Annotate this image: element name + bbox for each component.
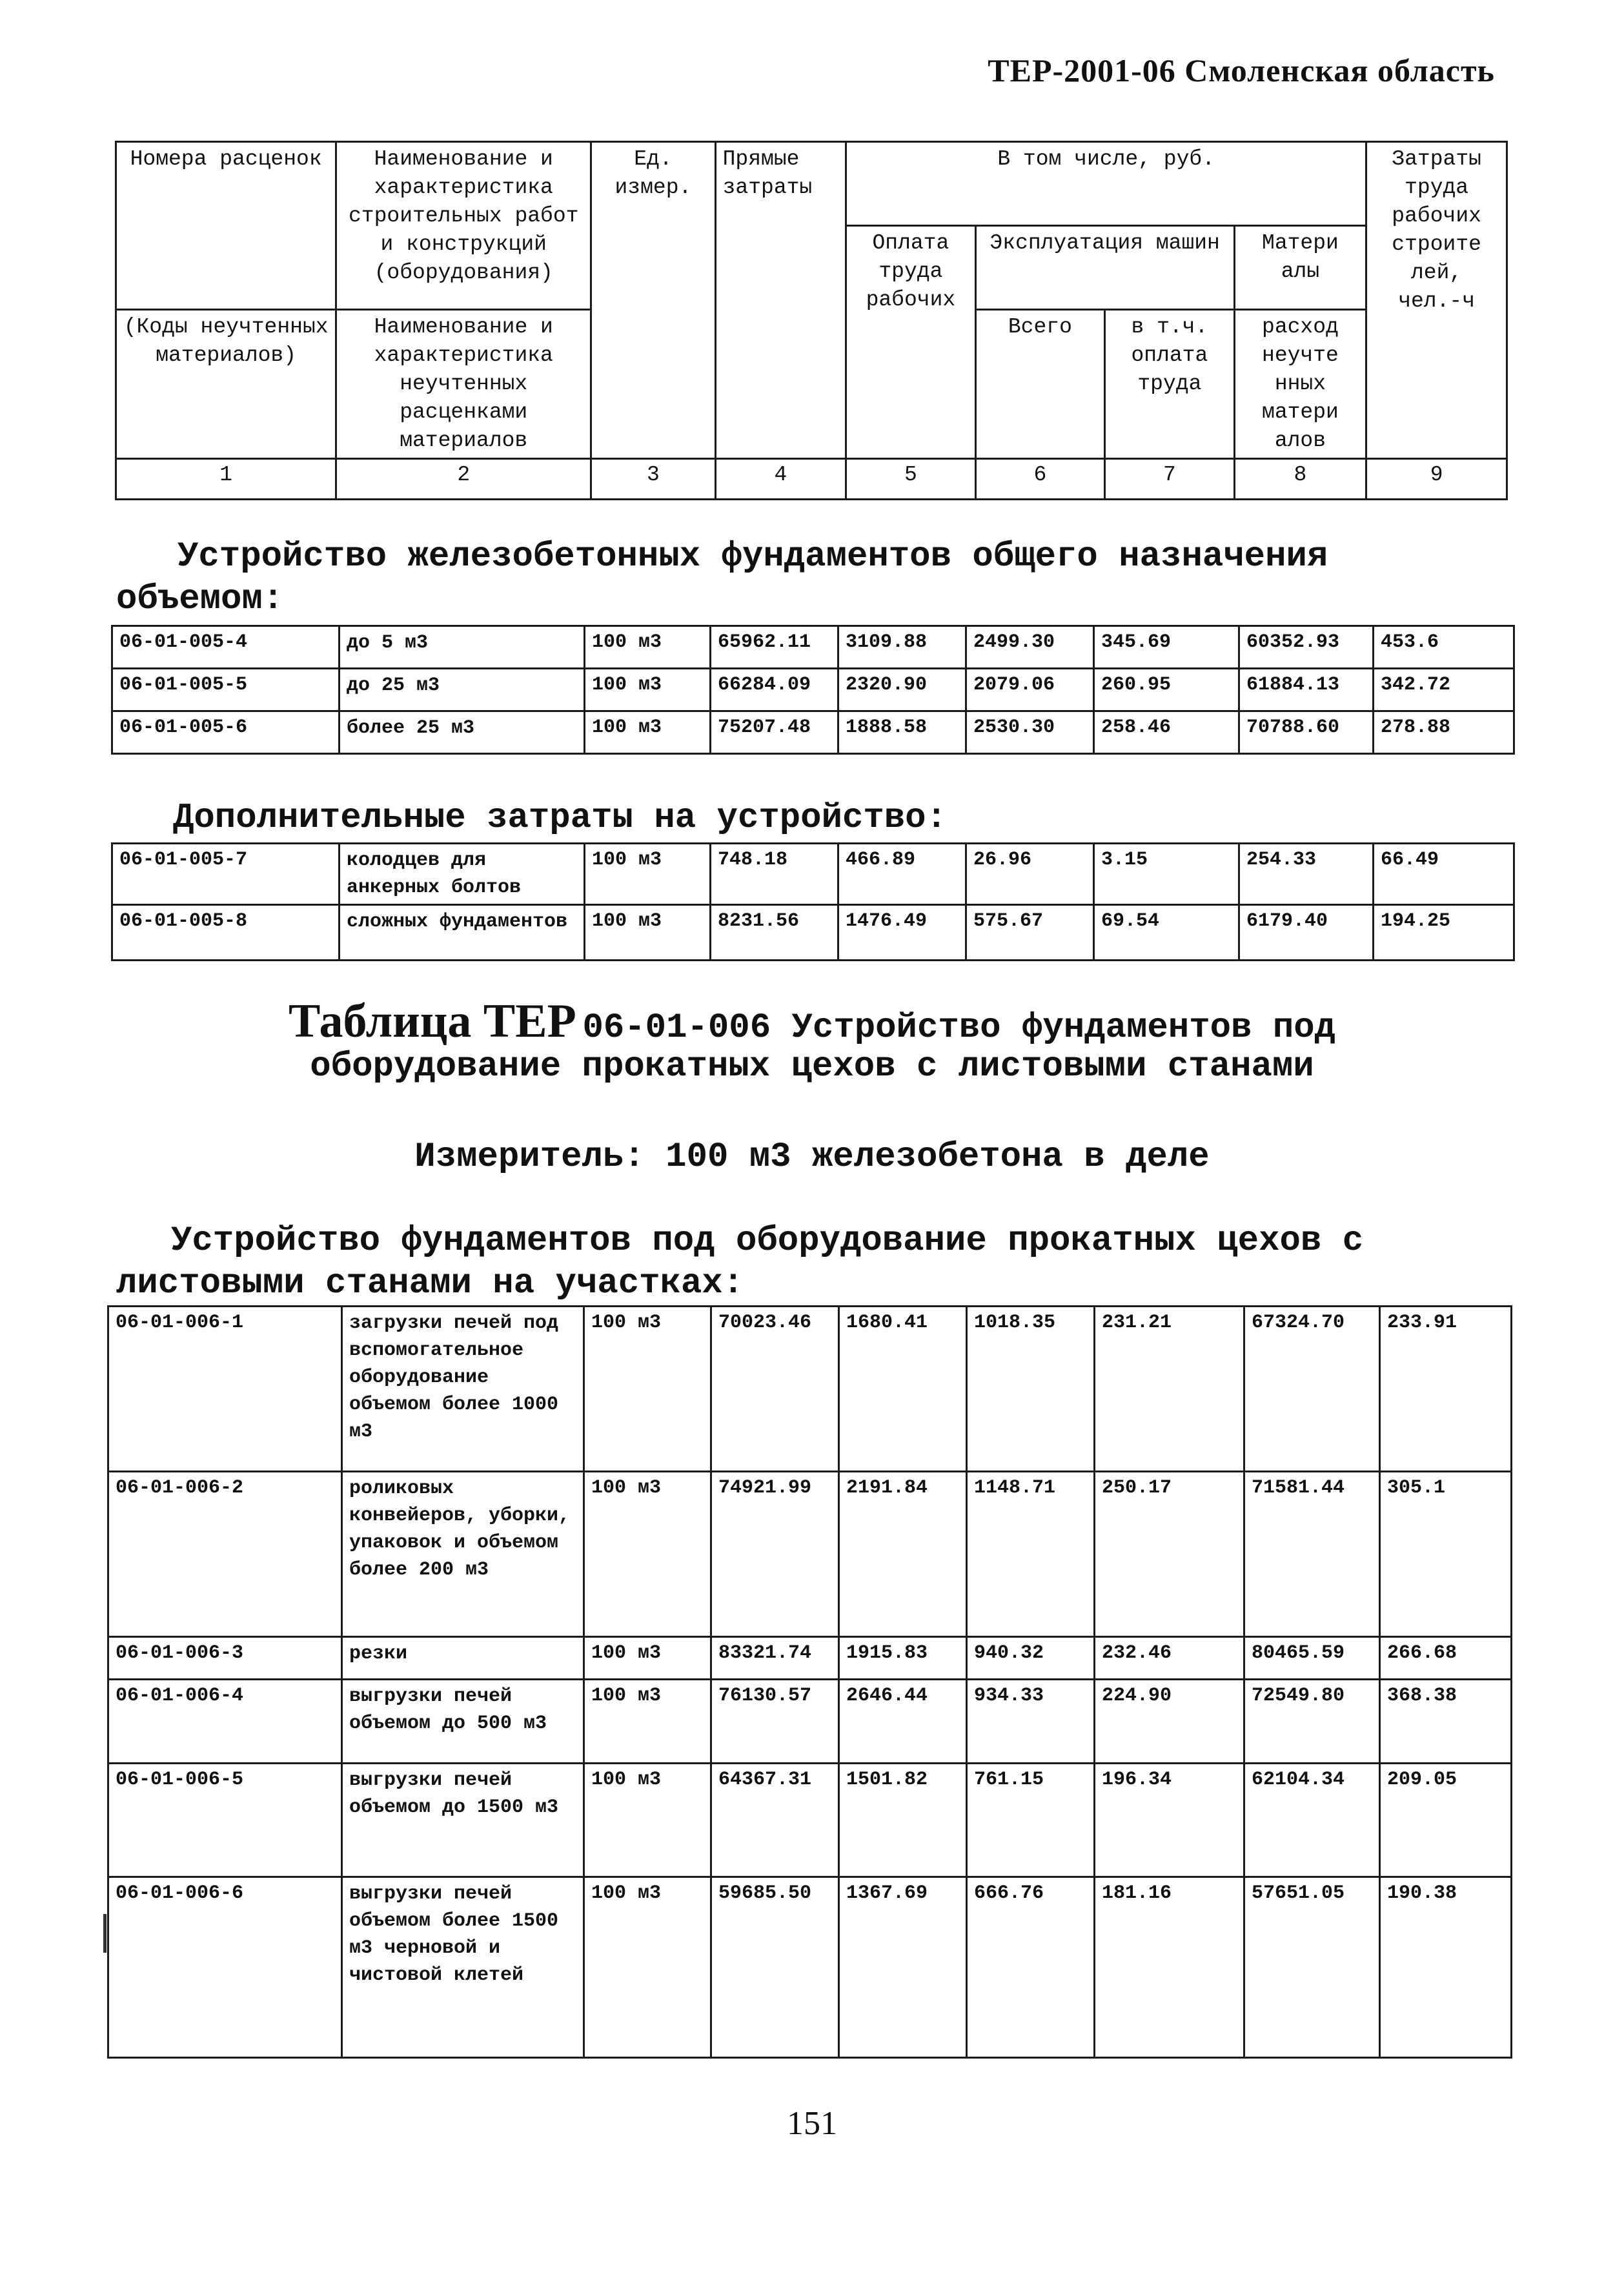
- cell-direct-costs: 8231.56: [711, 905, 838, 961]
- header-material-codes: (Коды неучтенных материалов): [116, 310, 336, 459]
- scan-mark: [103, 1914, 107, 1953]
- table-row: [112, 905, 1514, 961]
- cell-materials: 57651.05: [1244, 1877, 1380, 2058]
- cell-unit: 100 м3: [584, 1307, 711, 1472]
- cell-materials: 61884.13: [1239, 669, 1374, 711]
- column-number: 6: [975, 459, 1105, 500]
- table-ter-line2: оборудование прокатных цехов с листовыми станами: [310, 1047, 1314, 1086]
- cell-unit: 100 м3: [584, 1637, 711, 1680]
- cell-rate-code: 06-01-006-3: [108, 1637, 342, 1680]
- header-material-name: Наименование и характеристика неучтенных расценками материалов: [336, 310, 591, 459]
- cell-machines-total: 666.76: [967, 1877, 1095, 2058]
- cell-work-name: выгрузки печей объемом до 1500 м3: [342, 1764, 584, 1877]
- cell-work-name: более 25 м3: [340, 711, 585, 754]
- cell-machines-wage: 69.54: [1094, 905, 1239, 961]
- cell-unit: 100 м3: [585, 844, 711, 905]
- column-number: 2: [336, 459, 591, 500]
- table-ter-title: [0, 994, 1624, 1049]
- table-row: [108, 1307, 1512, 1472]
- header-unaccounted-materials: расход неучте нных матери алов: [1234, 310, 1366, 459]
- cell-labor-costs: 368.38: [1380, 1680, 1512, 1764]
- header-worker-pay: Оплата труда рабочих: [846, 226, 976, 459]
- table-row: [112, 669, 1514, 711]
- cell-labor-costs: 453.6: [1374, 626, 1514, 669]
- cell-machines-wage: 181.16: [1095, 1877, 1244, 2058]
- column-number: 4: [715, 459, 846, 500]
- cell-worker-pay: 2320.90: [838, 669, 966, 711]
- table-row: [108, 1877, 1512, 2058]
- table-ter-subtitle: [0, 1047, 1624, 1086]
- cell-machines-wage: 196.34: [1095, 1764, 1244, 1877]
- cell-materials: 72549.80: [1244, 1680, 1380, 1764]
- cell-materials: 71581.44: [1244, 1472, 1380, 1637]
- cell-worker-pay: 466.89: [838, 844, 966, 905]
- cell-labor-costs: 278.88: [1374, 711, 1514, 754]
- cell-rate-code: 06-01-006-6: [108, 1877, 342, 2058]
- cell-labor-costs: 305.1: [1380, 1472, 1512, 1637]
- cell-machines-total: 575.67: [966, 905, 1094, 961]
- cell-work-name: до 25 м3: [340, 669, 585, 711]
- cell-machines-total: 1148.71: [967, 1472, 1095, 1637]
- cell-labor-costs: 190.38: [1380, 1877, 1512, 2058]
- table-additional-costs: [111, 842, 1515, 961]
- cell-rate-code: 06-01-005-4: [112, 626, 340, 669]
- page-number: 151: [787, 2105, 837, 2142]
- cell-direct-costs: 70023.46: [711, 1307, 839, 1472]
- cell-machines-total: 934.33: [967, 1680, 1095, 1764]
- cell-direct-costs: 74921.99: [711, 1472, 839, 1637]
- cell-unit: 100 м3: [584, 1877, 711, 2058]
- table-row: [112, 626, 1514, 669]
- cell-work-name: выгрузки печей объемом более 1500 м3 черновой и чистовой клетей: [342, 1877, 584, 2058]
- cell-work-name: колодцев для анкерных болтов: [340, 844, 585, 905]
- cell-worker-pay: 3109.88: [838, 626, 966, 669]
- cell-worker-pay: 1888.58: [838, 711, 966, 754]
- cell-labor-costs: 233.91: [1380, 1307, 1512, 1472]
- column-number: 9: [1366, 459, 1507, 500]
- header-unit: Ед. измер.: [591, 142, 715, 459]
- cell-unit: 100 м3: [585, 711, 711, 754]
- cell-work-name: до 5 м3: [340, 626, 585, 669]
- measurement-unit: Измеритель: 100 м3 железобетона в деле: [414, 1137, 1210, 1177]
- cell-unit: 100 м3: [584, 1680, 711, 1764]
- cell-machines-total: 26.96: [966, 844, 1094, 905]
- table-ter-word: Таблица ТЕР: [288, 995, 576, 1048]
- column-number: 7: [1105, 459, 1235, 500]
- cell-rate-code: 06-01-006-1: [108, 1307, 342, 1472]
- cell-machines-total: 2079.06: [966, 669, 1094, 711]
- cell-machines-wage: 250.17: [1095, 1472, 1244, 1637]
- cell-materials: 6179.40: [1239, 905, 1374, 961]
- cell-machines-wage: 224.90: [1095, 1680, 1244, 1764]
- cell-rate-code: 06-01-006-2: [108, 1472, 342, 1637]
- cell-machines-wage: 345.69: [1094, 626, 1239, 669]
- cell-direct-costs: 76130.57: [711, 1680, 839, 1764]
- cell-machines-wage: 260.95: [1094, 669, 1239, 711]
- cell-rate-code: 06-01-005-6: [112, 711, 340, 754]
- cell-rate-code: 06-01-005-7: [112, 844, 340, 905]
- cell-machines-total: 940.32: [967, 1637, 1095, 1680]
- section-title-foundations: Устройство железобетонных фундаментов общего назначения объемом:: [116, 537, 1328, 619]
- cell-labor-costs: 342.72: [1374, 669, 1514, 711]
- cell-machines-total: 761.15: [967, 1764, 1095, 1877]
- header-rate-numbers: Номера расценок: [116, 142, 336, 310]
- cell-direct-costs: 75207.48: [711, 711, 838, 754]
- table-foundations: [111, 625, 1515, 755]
- table-row: [108, 1764, 1512, 1877]
- cell-direct-costs: 66284.09: [711, 669, 838, 711]
- cell-worker-pay: 2646.44: [839, 1680, 967, 1764]
- cell-labor-costs: 194.25: [1374, 905, 1514, 961]
- cell-direct-costs: 83321.74: [711, 1637, 839, 1680]
- cell-worker-pay: 1367.69: [839, 1877, 967, 2058]
- cell-unit: 100 м3: [585, 905, 711, 961]
- column-number: 1: [116, 459, 336, 500]
- cell-machines-wage: 232.46: [1095, 1637, 1244, 1680]
- cell-labor-costs: 66.49: [1374, 844, 1514, 905]
- cell-unit: 100 м3: [585, 669, 711, 711]
- cell-machines-total: 2499.30: [966, 626, 1094, 669]
- cell-work-name: роликовых конвейеров, уборки, упаковок и объемом более 200 м3: [342, 1472, 584, 1637]
- header-labor-costs: Затраты труда рабочих строите лей, чел.-ч: [1366, 142, 1507, 459]
- header-direct-costs: Прямые затраты: [715, 142, 846, 459]
- header-machines-total: Всего: [975, 310, 1105, 459]
- cell-materials: 62104.34: [1244, 1764, 1380, 1877]
- table-row: [112, 844, 1514, 905]
- cell-rate-code: 06-01-005-8: [112, 905, 340, 961]
- cell-unit: 100 м3: [584, 1472, 711, 1637]
- cell-worker-pay: 1476.49: [838, 905, 966, 961]
- cell-worker-pay: 2191.84: [839, 1472, 967, 1637]
- cell-rate-code: 06-01-006-5: [108, 1764, 342, 1877]
- table-row: [108, 1472, 1512, 1637]
- page-header-title: ТЕР-2001-06 Смоленская область: [988, 52, 1495, 88]
- cell-work-name: выгрузки печей объемом до 500 м3: [342, 1680, 584, 1764]
- table-rolling-mill-foundations: [107, 1305, 1512, 2059]
- cell-machines-total: 1018.35: [967, 1307, 1095, 1472]
- cell-work-name: резки: [342, 1637, 584, 1680]
- cell-direct-costs: 748.18: [711, 844, 838, 905]
- cell-unit: 100 м3: [584, 1764, 711, 1877]
- column-number: 8: [1234, 459, 1366, 500]
- cell-unit: 100 м3: [585, 626, 711, 669]
- column-number: 5: [846, 459, 976, 500]
- cell-rate-code: 06-01-006-4: [108, 1680, 342, 1764]
- header-table: [115, 141, 1508, 500]
- cell-machines-total: 2530.30: [966, 711, 1094, 754]
- cell-labor-costs: 209.05: [1380, 1764, 1512, 1877]
- cell-materials: 67324.70: [1244, 1307, 1380, 1472]
- column-number: 3: [591, 459, 715, 500]
- cell-direct-costs: 64367.31: [711, 1764, 839, 1877]
- table-row: [108, 1637, 1512, 1680]
- cell-materials: 60352.93: [1239, 626, 1374, 669]
- table-row: [112, 711, 1514, 754]
- table-ter-line1: 06-01-006 Устройство фундаментов под: [582, 1008, 1336, 1048]
- section-title-additional-costs: Дополнительные затраты на устройство:: [173, 799, 947, 838]
- cell-direct-costs: 59685.50: [711, 1877, 839, 2058]
- cell-direct-costs: 65962.11: [711, 626, 838, 669]
- cell-worker-pay: 1680.41: [839, 1307, 967, 1472]
- cell-materials: 80465.59: [1244, 1637, 1380, 1680]
- cell-labor-costs: 266.68: [1380, 1637, 1512, 1680]
- cell-materials: 254.33: [1239, 844, 1374, 905]
- cell-machines-wage: 258.46: [1094, 711, 1239, 754]
- header-machine-operation: Эксплуатация машин: [975, 226, 1234, 310]
- cell-worker-pay: 1501.82: [839, 1764, 967, 1877]
- cell-materials: 70788.60: [1239, 711, 1374, 754]
- header-machines-wage: в т.ч. оплата труда: [1105, 310, 1235, 459]
- header-materials: Матери алы: [1234, 226, 1366, 310]
- section-title-rolling-mill: Устройство фундаментов под оборудование прокатных цехов с листовыми станами на участках:: [116, 1221, 1364, 1303]
- cell-work-name: сложных фундаментов: [340, 905, 585, 961]
- table-row: [108, 1680, 1512, 1764]
- cell-work-name: загрузки печей под вспомогательное оборудование объемом более 1000 м3: [342, 1307, 584, 1472]
- cell-machines-wage: 3.15: [1094, 844, 1239, 905]
- cell-machines-wage: 231.21: [1095, 1307, 1244, 1472]
- header-including-group: В том числе, руб.: [846, 142, 1366, 226]
- header-work-name: Наименование и характеристика строительных работ и конструкций (оборудования): [336, 142, 591, 310]
- cell-rate-code: 06-01-005-5: [112, 669, 340, 711]
- cell-worker-pay: 1915.83: [839, 1637, 967, 1680]
